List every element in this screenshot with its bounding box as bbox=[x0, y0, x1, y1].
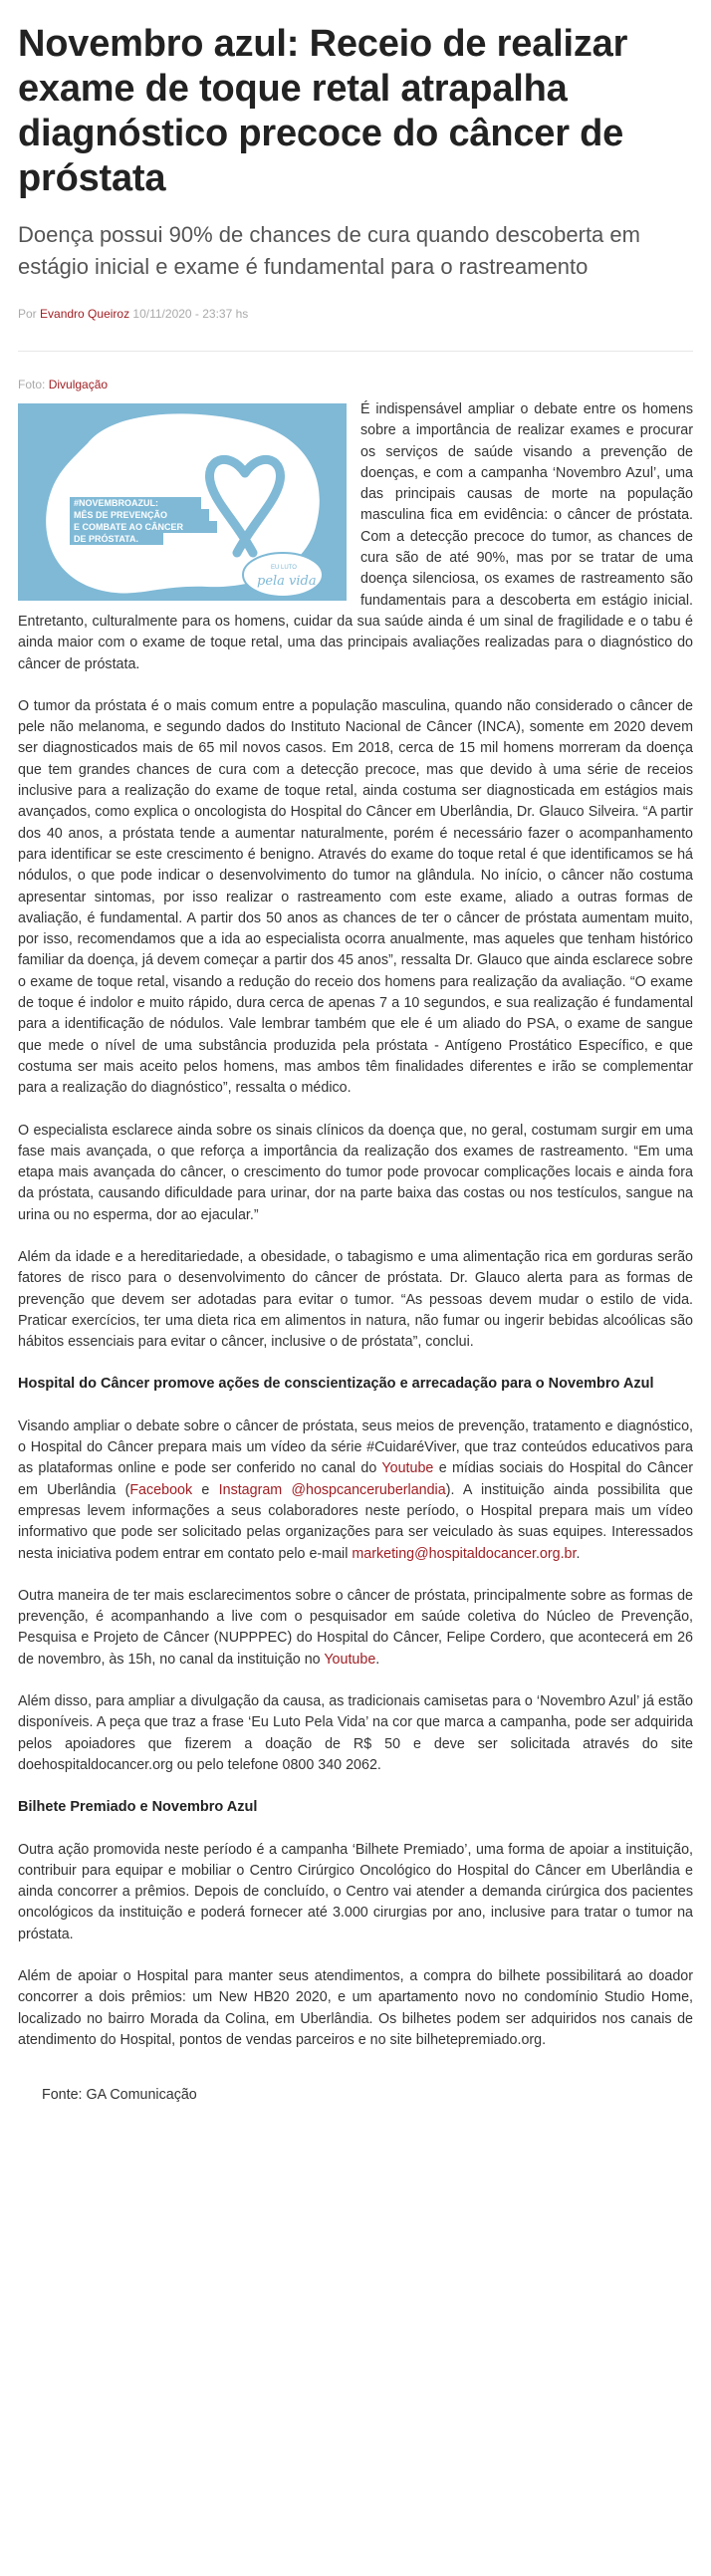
paragraph-2: O tumor da próstata é o mais comum entre a população masculina, quando não considerado o câncer de pele não melanoma, e segundo dados do Instituto Nacional de Câncer (INCA), somente em 2020 devem ser diagnosticados mais de 65 mil novos casos. Em 2018, cerca de 15 mil homens morreram da doença que tem grandes chances de cura com a detecção precoce, mas que devido à uma série de receios inclusive para a realização do exame de toque retal, ainda costuma ser diagnosticada em estágios mais avançados, como explica o oncologista do Hospital do Câncer em Uberlândia, Dr. Glauco Silveira. “A partir dos 40 anos, a próstata tende a aumentar naturalmente, porém é necessário fazer o acompanhamento para identificar se este crescimento é benigno. Através do exame do toque retal é que identificamos se há nódulos, o que pode indicar o desenvolvimento do tumor na glândula. No início, o câncer não costuma apresentar sintomas, por isso realizar o rastreamento com este exame, aliado a outras formas de avaliação, é fundamental. A partir dos 50 anos as chances de ter o câncer de próstata aumentam muito, por isso, recomendamos que a ida ao especialista ocorra anualmente, mas aqueles que tenham histórico familiar da doença, já devem começar a partir dos 45 anos”, ressalta Dr. Glauco que ainda esclarece sobre o exame de toque retal, visando a redução do receio dos homens para realização da avaliação. “O exame de toque é indolor e muito rápido, dura cerca de apenas 7 a 10 segundos, e sua realização é fundamental para a identificação de nódulos. Vale lembrar também que ele é um aliado do PSA, o exame de sangue que mede o nível de uma substância produzida pela próstata - Antígeno Prostático Específico, e que costuma ser mais aceito pelos homens, mas ambos têm finalidades diferentes e irão se complementar para a realização do diagnóstico”, ressalta o médico. bbox=[18, 697, 693, 1097]
paragraph-6 bbox=[18, 1586, 693, 1671]
section-heading-bilhete: Bilhete Premiado e Novembro Azul bbox=[18, 1799, 258, 1816]
paragraph-6-text-a: Outra maneira de ter mais esclarecimentos sobre o câncer de próstata, principalmente sobre as formas de prevenção, é acompanhando a live com o pesquisador em saúde coletiva do Núcleo de Prevenção, Pesquisa e Projeto de Câncer (NUPPPEC) do Hospital do Câncer, Felipe Cordero, que acontecerá em 26 de novembro, às 15h, no canal da instituição no bbox=[18, 1587, 693, 1668]
paragraph-4: Além da idade e a hereditariedade, a obesidade, o tabagismo e uma alimentação rica em gorduras serão fatores de risco para o desenvolvimento do câncer de próstata. Dr. Glauco alerta para as formas de prevenção que devem ser adotadas para evitar o tumor. “As pessoas devem mudar o estilo de vida. Praticar exercícios, ter uma dieta rica em alimentos in natura, não fumar ou ingerir bebidas alcoólicas são hábitos essenciais para evitar o câncer, inclusive o de próstata”, conclui. bbox=[18, 1248, 693, 1351]
banner-line-3: E COMBATE AO CÂNCER bbox=[74, 522, 183, 532]
author-link[interactable]: Evandro Queiroz bbox=[40, 307, 130, 321]
article-byline bbox=[18, 307, 693, 321]
logo-small-text: EU LUTO bbox=[271, 565, 297, 571]
paragraph-6-text-b: . bbox=[375, 1651, 380, 1668]
campaign-illustration bbox=[18, 403, 347, 601]
photo-credit: Divulgação bbox=[48, 378, 109, 391]
instagram-link[interactable]: Instagram @hospcanceruberlandia bbox=[218, 1481, 446, 1498]
paragraph-1: É indispensável ampliar o debate entre os homens sobre a importância de realizar exames e procurar os serviços de saúde visando a prevenção de doenças, e com a campanha ‘Novembro Azul’, uma das principais causas de morte na população masculina fica em evidência: o câncer de próstata. Com a detecção precoce do tumor, as chances de cura são de até 90%, mas por se tratar de uma doença silenciosa, os exames de rastreamento são fundamentais para a descoberta em estágio inicial. Entretanto, culturalmente para os homens, cuidar da sua saúde ainda é um sinal de fragilidade e o tabu é ainda maior com o exame de toque retal, uma das principais avaliações realizadas para o diagnóstico do câncer de próstata. bbox=[18, 401, 693, 672]
facebook-link[interactable]: Facebook bbox=[129, 1481, 193, 1498]
paragraph-5-text-d: ). A instituição ainda possibilita que empresas levem informações a seus colaboradores neste período, o Hospital prepara mais um vídeo informativo que pode ser solicitado pelas organizações para ser veiculado às suas equipes. Interessados nesta iniciativa podem entrar em contato pelo e-mail bbox=[18, 1481, 693, 1562]
publish-datetime: 10/11/2020 - 23:37 hs bbox=[132, 307, 249, 321]
caption-prefix: Foto: bbox=[18, 378, 46, 391]
paragraph-5 bbox=[18, 1417, 693, 1565]
photo-caption bbox=[18, 378, 693, 391]
paragraph-5-text-e: . bbox=[576, 1545, 581, 1562]
banner-line-1: #NOVEMBROAZUL: bbox=[74, 498, 158, 508]
banner-line-4: DE PRÓSTATA. bbox=[74, 534, 138, 544]
campaign-image bbox=[18, 403, 347, 601]
paragraph-3: O especialista esclarece ainda sobre os sinais clínicos da doença que, no geral, costumam surgir em uma fase mais avançada, o que reforça a importância da realização dos exames de rastreamento. “Em uma etapa mais avançada do câncer, o crescimento do tumor pode provocar complicações locais e ainda fora da próstata, causando dificuldade para urinar, dor na parte baixa das costas ou nos testículos, sangue na urina ou no esperma, dor ao ejacular.” bbox=[18, 1122, 693, 1223]
paragraph-8: Outra ação promovida neste período é a campanha ‘Bilhete Premiado’, uma forma de apoiar a instituição, contribuir para equipar e mobiliar o Centro Cirúrgico Oncológico do Hospital do Câncer em Uberlândia e ainda concorrer a prêmios. Depois de concluído, o Centro vai atender a demanda cirúrgica dos pacientes oncológicos da instituição e poderá fornecer até 3.000 cirurgias por ano, inclusive para tratar o tumor na próstata. bbox=[18, 1841, 693, 1942]
header-divider bbox=[18, 351, 693, 352]
logo-script-text: pela vida bbox=[257, 574, 317, 589]
email-link[interactable]: marketing@hospitaldocancer.org.br bbox=[352, 1545, 577, 1562]
article-body bbox=[18, 399, 693, 2051]
paragraph-5-text-c: e bbox=[192, 1481, 219, 1498]
paragraph-5-text-a: Visando ampliar o debate sobre o câncer de próstata, seus meios de prevenção, tratamento e diagnóstico, o Hospital do Câncer prepara mais um vídeo da série #CuidaréViver, que traz conteúdos educativos para as plataformas online e pode ser conferido no canal do bbox=[18, 1417, 693, 1477]
paragraph-9: Além de apoiar o Hospital para manter seus atendimentos, a compra do bilhete possibilitará ao doador concorrer a dois prêmios: um New HB20 2020, e um apartamento novo no condomínio Studio Home, localizado no bairro Morada da Colina, em Uberlândia. Os bilhetes podem ser adquiridos nos canais de atendimento do Hospital, pontos de vendas parceiros e no site bilhetepremiado.org. bbox=[18, 1968, 693, 2048]
article-headline: Novembro azul: Receio de realizar exame de toque retal atrapalha diagnóstico precoce do câncer de próstata bbox=[18, 23, 628, 199]
section-heading-hospital: Hospital do Câncer promove ações de conscientização e arrecadação para o Novembro Azul bbox=[18, 1376, 654, 1393]
paragraph-7: Além disso, para ampliar a divulgação da causa, as tradicionais camisetas para o ‘Novembro Azul’ já estão disponíveis. A peça que traz a frase ‘Eu Luto Pela Vida’ na cor que marca a campanha, pode ser adquirida pelos apoiadores que fizerem a doação de R$ 50 e deve ser solicitada através do site doehospitaldocancer.org ou pelo telefone 0800 340 2062. bbox=[18, 1693, 693, 1773]
paragraph-5-text-b: e mídias sociais do Hospital do Câncer em Uberlândia ( bbox=[18, 1460, 693, 1498]
article-subtitle: Doença possui 90% de chances de cura quando descoberta em estágio inicial e exame é fundamental para o rastreamento bbox=[18, 222, 640, 279]
article-source: Fonte: GA Comunicação bbox=[42, 2087, 197, 2104]
youtube-link[interactable]: Youtube bbox=[381, 1460, 434, 1477]
banner-line-2: MÊS DE PREVENÇÃO bbox=[74, 510, 168, 520]
byline-prefix: Por bbox=[18, 307, 37, 321]
youtube-live-link[interactable]: Youtube bbox=[324, 1651, 376, 1668]
